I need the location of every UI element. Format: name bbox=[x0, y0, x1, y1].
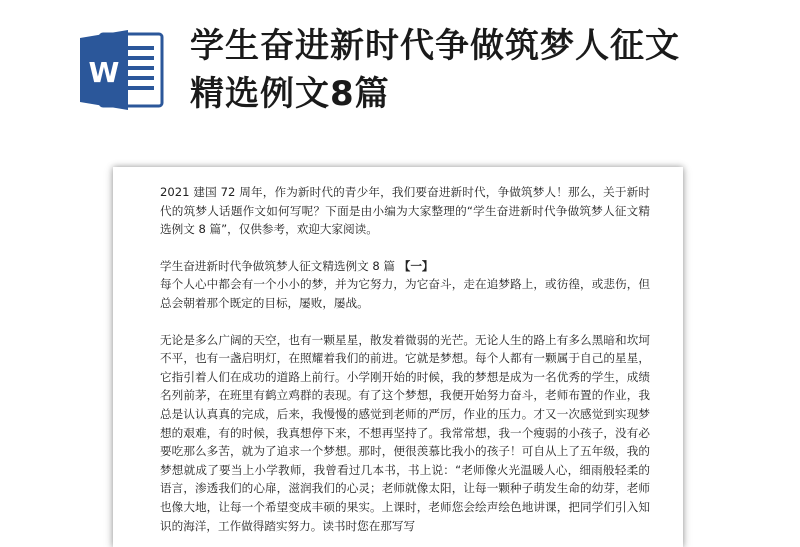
section-heading bbox=[160, 257, 650, 276]
page-title bbox=[190, 22, 780, 118]
section-marker: 【一】 bbox=[398, 258, 434, 273]
section-title: 学生奋进新时代争做筑梦人征文精选例文 8 篇 bbox=[160, 258, 396, 273]
microsoft-word-icon bbox=[78, 28, 164, 112]
paragraph-2: 无论是多么广阔的天空，也有一颗星星，散发着微弱的光芒。无论人生的路上有多么黑暗和坎坷不平，也有一盏启明灯，在照耀着我们的前进。它就是梦想。每个人都有一颗属于自己的星星，它指引着人们在成功的道路上前行。小学刚开始的时候，我的梦想是成为一名优秀的学生，成绩名列前茅，在班里有鹤立鸡群的表现。有了这个梦想，我便开始努力奋斗，老师布置的作业，我总是认认真真的完成，后来，我慢慢的感觉到老师的严厉，作业的压力。才又一次感觉到实现梦想的艰难，有的时候，我真想停下来，不想再坚持了。我常常想，我一个瘦弱的小孩子，没有必要吃那么多苦，就为了追求一个梦想。那时，便很羡慕比我小的孩子！可自从上了五年级，我的梦想就成了要当上小学教师，我曾看过几本书，书上说：“老师像火光温暖人心，细雨般轻柔的语言，渗透我们的心扉，滋润我们的心灵；老师就像太阳，让每一颗种子萌发生命的幼芽，老师也像大地，让每一个希望变成丰硕的果实。上课时，老师您会绘声绘色地讲课，把同学们引入知识的海洋，工作做得踏实努力。读书时您在那写写 bbox=[160, 332, 650, 533]
document-page bbox=[113, 167, 683, 547]
title-line-2: 精选例文8篇 bbox=[190, 74, 390, 114]
paragraph-1: 每个人心中都会有一个小小的梦，并为它努力，为它奋斗，走在追梦路上，或彷徨，或悲伤，但总会朝着那个既定的目标，屡败，屡战。 bbox=[160, 277, 650, 310]
document-header bbox=[0, 0, 800, 160]
title-line-1: 学生奋进新时代争做筑梦人征文 bbox=[190, 26, 680, 66]
intro-paragraph: 2021 建国 72 周年，作为新时代的青少年，我们要奋进新时代，争做筑梦人！那么，关于新时代的筑梦人话题作文如何写呢？下面是由小编为大家整理的“学生奋进新时代争做筑梦人征文精选例文 8 篇”，仅供参考，欢迎大家阅读。 bbox=[160, 185, 650, 237]
document-body bbox=[160, 183, 650, 535]
word-icon-letter: W bbox=[88, 56, 120, 89]
